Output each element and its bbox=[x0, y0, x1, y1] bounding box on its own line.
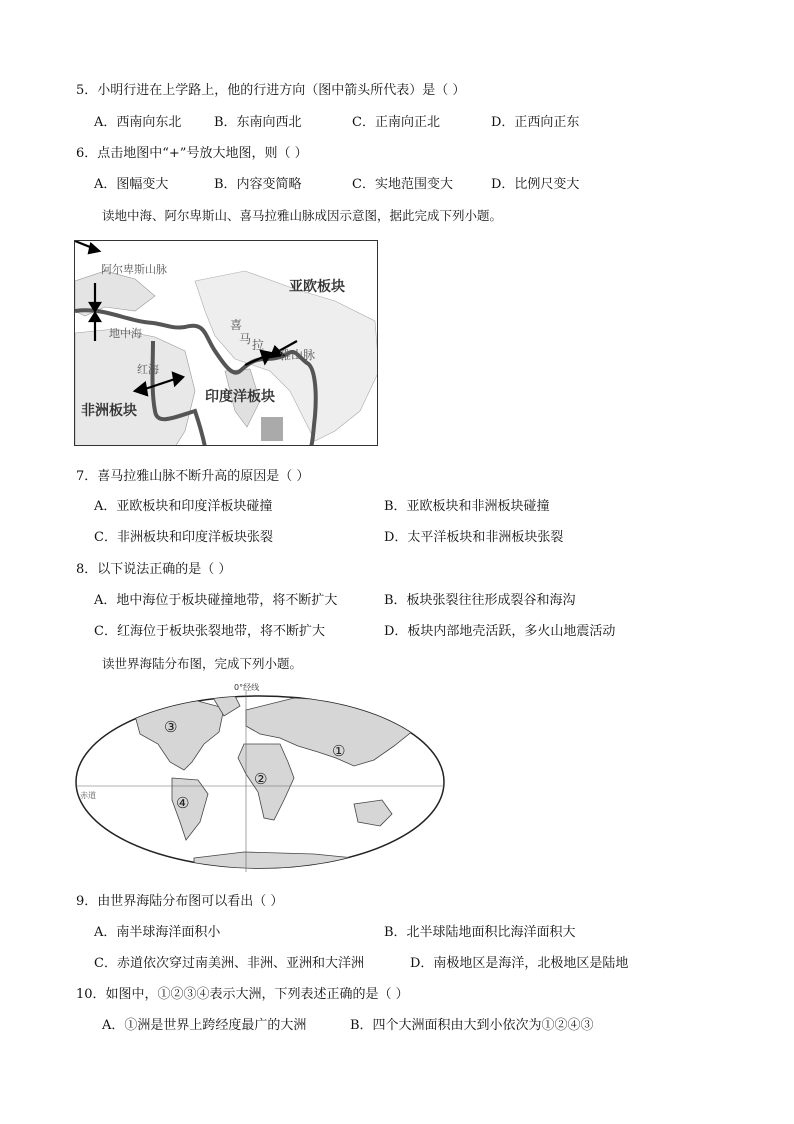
q7-option-c[interactable]: C．非洲板块和印度洋板块张裂 bbox=[94, 530, 273, 545]
q8-option-a[interactable]: A．地中海位于板块碰撞地带，将不断扩大 bbox=[94, 593, 338, 608]
q6-option-b[interactable]: B．内容变简略 bbox=[214, 177, 302, 192]
marker-1: ① bbox=[332, 742, 346, 760]
world-map bbox=[74, 682, 446, 872]
question-6-stem: 6．点击地图中“+”号放大地图，则（ ） bbox=[76, 146, 308, 161]
q7-option-a[interactable]: A．亚欧板块和印度洋板块碰撞 bbox=[94, 499, 273, 514]
q10-option-a[interactable]: A．①洲是世界上跨经度最广的大洲 bbox=[102, 1018, 307, 1033]
plate-map-svg bbox=[75, 241, 378, 446]
label-indian-plate: 印度洋板块 bbox=[205, 389, 275, 405]
marker-3: ③ bbox=[164, 718, 178, 736]
intro-plate-map: 读地中海、阿尔卑斯山、喜马拉雅山脉成因示意图，据此完成下列小题。 bbox=[102, 208, 503, 223]
label-mediterranean: 地中海 bbox=[109, 327, 142, 340]
plate-map bbox=[74, 240, 378, 446]
q6-option-d[interactable]: D．比例尺变大 bbox=[491, 177, 580, 192]
label-hima-4: 雅山脉 bbox=[279, 348, 316, 362]
intro-world-map: 读世界海陆分布图，完成下列小题。 bbox=[102, 656, 303, 671]
africa-land bbox=[75, 329, 195, 446]
label-redsea: 红海 bbox=[137, 363, 159, 376]
q9-option-d[interactable]: D．南极地区是海洋，北极地区是陆地 bbox=[410, 956, 629, 971]
marker-4: ④ bbox=[176, 794, 190, 812]
label-equator: 赤道 bbox=[80, 791, 96, 800]
label-hima-2: 马 bbox=[239, 332, 252, 346]
q8-option-b[interactable]: B．板块张裂往往形成裂谷和海沟 bbox=[384, 593, 576, 608]
question-8-stem: 8．以下说法正确的是（ ） bbox=[76, 562, 232, 577]
q6-option-a[interactable]: A．图幅变大 bbox=[94, 177, 169, 192]
q5-option-d[interactable]: D．正西向正东 bbox=[491, 115, 580, 130]
question-10-stem: 10．如图中，①②③④表示大洲，下列表述正确的是（ ） bbox=[76, 987, 409, 1002]
top-left-arrow bbox=[75, 241, 99, 253]
world-map-svg bbox=[74, 682, 446, 872]
marker-2: ② bbox=[254, 770, 268, 788]
label-alps: 阿尔卑斯山脉 bbox=[101, 263, 167, 276]
label-hima-3: 拉 bbox=[252, 338, 265, 352]
label-prime-meridian: 0°经线 bbox=[234, 683, 260, 692]
label-african-plate: 非洲板块 bbox=[81, 403, 137, 419]
basin-patch bbox=[261, 417, 283, 441]
q7-option-d[interactable]: D．太平洋板块和非洲板块张裂 bbox=[384, 530, 564, 545]
q7-option-b[interactable]: B．亚欧板块和非洲板块碰撞 bbox=[384, 499, 550, 514]
q6-option-c[interactable]: C．实地范围变大 bbox=[352, 177, 453, 192]
label-hima-1: 喜 bbox=[230, 318, 243, 332]
q8-option-d[interactable]: D．板块内部地壳活跃，多火山地震活动 bbox=[384, 624, 616, 639]
question-5-stem: 5．小明行进在上学路上，他的行进方向（图中箭头所代表）是（ ） bbox=[76, 83, 466, 98]
q9-option-b[interactable]: B．北半球陆地面积比海洋面积大 bbox=[384, 925, 576, 940]
q5-option-c[interactable]: C．正南向正北 bbox=[352, 115, 440, 130]
q9-option-a[interactable]: A．南半球海洋面积小 bbox=[94, 925, 221, 940]
q5-option-b[interactable]: B．东南向西北 bbox=[214, 115, 302, 130]
label-eurasia: 亚欧板块 bbox=[289, 279, 345, 295]
q9-option-c[interactable]: C．赤道依次穿过南美洲、非洲、亚洲和大洋洲 bbox=[94, 956, 364, 971]
question-9-stem: 9．由世界海陆分布图可以看出（ ） bbox=[76, 894, 284, 909]
question-7-stem: 7．喜马拉雅山脉不断升高的原因是（ ） bbox=[76, 469, 310, 484]
q5-option-a[interactable]: A．西南向东北 bbox=[94, 115, 182, 130]
q8-option-c[interactable]: C．红海位于板块张裂地带，将不断扩大 bbox=[94, 624, 325, 639]
q10-option-b[interactable]: B．四个大洲面积由大到小依次为①②④③ bbox=[350, 1018, 594, 1033]
